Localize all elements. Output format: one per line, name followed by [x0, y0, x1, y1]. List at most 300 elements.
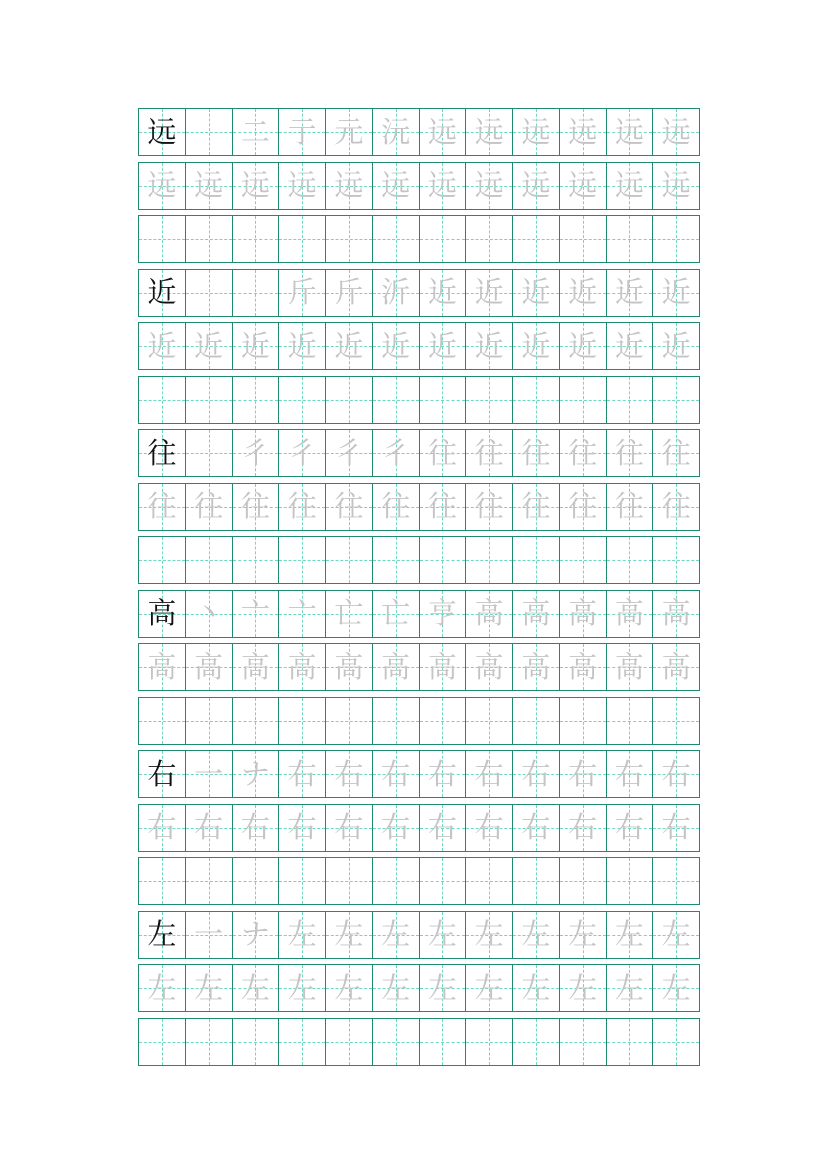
model-character: 高 — [147, 596, 177, 630]
blank-writing-cell[interactable] — [420, 698, 467, 744]
model-cell — [139, 912, 186, 958]
blank-writing-cell[interactable] — [139, 537, 186, 583]
stroke-step-glyph: 彳 — [334, 435, 364, 470]
trace-cell — [560, 484, 607, 530]
trace-cell — [607, 163, 654, 209]
blank-writing-cell[interactable] — [373, 537, 420, 583]
blank-writing-cell[interactable] — [607, 537, 654, 583]
trace-cell — [607, 644, 654, 690]
trace-glyph: 往 — [474, 489, 504, 523]
model-cell — [139, 270, 186, 316]
stroke-step-cell — [607, 912, 654, 958]
trace-cell — [326, 323, 373, 369]
trace-cell — [279, 323, 326, 369]
stroke-step-glyph: 左 — [381, 917, 411, 951]
trace-cell — [466, 805, 513, 851]
stroke-step-glyph: 斤 — [334, 275, 364, 309]
stroke-step-cell — [279, 270, 326, 316]
blank-writing-cell[interactable] — [607, 377, 654, 423]
blank-writing-cell[interactable] — [513, 537, 560, 583]
stroke-step-glyph: 左 — [568, 917, 598, 951]
stroke-step-glyph: 远 — [427, 114, 457, 149]
trace-glyph: 右 — [240, 810, 270, 844]
stroke-step-glyph: 元 — [334, 114, 364, 149]
blank-writing-cell[interactable] — [233, 537, 280, 583]
stroke-step-glyph: 左 — [661, 917, 691, 951]
trace-glyph: 近 — [568, 328, 598, 363]
trace-glyph: 往 — [194, 489, 224, 523]
trace-cell — [326, 163, 373, 209]
trace-glyph: 往 — [427, 489, 457, 523]
stroke-step-glyph: 右 — [427, 756, 457, 791]
stroke-step-cell — [607, 270, 654, 316]
stroke-step-cell — [560, 912, 607, 958]
stroke-step-glyph: 右 — [474, 756, 504, 791]
trace-glyph: 左 — [474, 970, 504, 1005]
stroke-step-glyph: 彳 — [287, 435, 317, 470]
stroke-step-glyph: 亨 — [427, 596, 457, 630]
stroke-step-glyph: 近 — [521, 275, 551, 309]
stroke-step-cell — [560, 109, 607, 155]
trace-glyph: 远 — [287, 168, 317, 202]
trace-cell — [653, 644, 699, 690]
blank-writing-cell[interactable] — [373, 698, 420, 744]
stroke-order-row — [138, 750, 700, 798]
trace-cell — [420, 965, 467, 1011]
trace-glyph: 高 — [474, 649, 504, 684]
blank-writing-cell[interactable] — [466, 1019, 513, 1065]
stroke-step-cell — [373, 109, 420, 155]
stroke-order-row — [138, 911, 700, 959]
trace-row — [138, 804, 700, 852]
trace-glyph: 高 — [240, 649, 270, 684]
trace-cell — [233, 805, 280, 851]
blank-writing-cell[interactable] — [233, 216, 280, 262]
trace-glyph: 左 — [661, 970, 691, 1005]
trace-glyph: 左 — [240, 970, 270, 1005]
trace-cell — [139, 323, 186, 369]
stroke-step-cell — [653, 751, 699, 797]
blank-writing-cell[interactable] — [233, 698, 280, 744]
stroke-step-glyph: 近 — [614, 275, 644, 309]
trace-glyph: 高 — [521, 649, 551, 684]
trace-cell — [420, 644, 467, 690]
trace-cell — [233, 484, 280, 530]
blank-writing-cell[interactable] — [560, 698, 607, 744]
trace-cell — [373, 163, 420, 209]
trace-glyph: 往 — [521, 489, 551, 523]
trace-cell — [279, 484, 326, 530]
stroke-step-cell — [186, 912, 233, 958]
blank-writing-cell[interactable] — [420, 1019, 467, 1065]
trace-cell — [326, 484, 373, 530]
blank-practice-row — [138, 1018, 700, 1066]
blank-writing-cell[interactable] — [513, 216, 560, 262]
model-cell — [139, 751, 186, 797]
stroke-step-cell — [233, 270, 280, 316]
trace-cell — [513, 805, 560, 851]
trace-glyph: 往 — [287, 489, 317, 523]
trace-cell — [373, 805, 420, 851]
trace-cell — [560, 644, 607, 690]
trace-cell — [139, 644, 186, 690]
stroke-step-cell — [607, 751, 654, 797]
blank-writing-cell[interactable] — [607, 698, 654, 744]
trace-cell — [233, 965, 280, 1011]
stroke-step-cell — [233, 751, 280, 797]
stroke-step-glyph: 左 — [427, 917, 457, 951]
trace-row — [138, 162, 700, 210]
stroke-step-cell — [279, 430, 326, 476]
trace-glyph: 近 — [240, 328, 270, 363]
trace-row — [138, 964, 700, 1012]
blank-writing-cell[interactable] — [326, 1019, 373, 1065]
blank-writing-cell[interactable] — [233, 377, 280, 423]
blank-writing-cell[interactable] — [560, 858, 607, 904]
trace-glyph: 左 — [427, 970, 457, 1005]
trace-glyph: 高 — [287, 649, 317, 684]
blank-writing-cell[interactable] — [139, 216, 186, 262]
stroke-step-glyph: 往 — [568, 435, 598, 470]
trace-glyph: 右 — [381, 810, 411, 844]
blank-writing-cell[interactable] — [326, 377, 373, 423]
stroke-step-cell — [186, 109, 233, 155]
stroke-order-row — [138, 429, 700, 477]
blank-writing-cell[interactable] — [513, 698, 560, 744]
blank-writing-cell[interactable] — [186, 1019, 233, 1065]
trace-glyph: 高 — [614, 649, 644, 684]
blank-writing-cell[interactable] — [186, 858, 233, 904]
blank-writing-cell[interactable] — [139, 377, 186, 423]
trace-cell — [279, 965, 326, 1011]
trace-cell — [466, 484, 513, 530]
stroke-step-cell — [607, 430, 654, 476]
blank-writing-cell[interactable] — [279, 377, 326, 423]
stroke-step-cell — [233, 591, 280, 637]
model-character: 往 — [147, 435, 177, 470]
stroke-step-cell — [186, 751, 233, 797]
blank-writing-cell[interactable] — [233, 858, 280, 904]
stroke-step-cell — [233, 912, 280, 958]
blank-writing-cell[interactable] — [420, 377, 467, 423]
stroke-step-glyph: 右 — [334, 756, 364, 791]
trace-glyph: 左 — [334, 970, 364, 1005]
blank-writing-cell[interactable] — [513, 377, 560, 423]
blank-writing-cell[interactable] — [466, 698, 513, 744]
blank-writing-cell[interactable] — [420, 537, 467, 583]
blank-practice-row — [138, 857, 700, 905]
blank-writing-cell[interactable] — [279, 698, 326, 744]
stroke-step-cell — [420, 591, 467, 637]
stroke-step-glyph: 亡 — [334, 596, 364, 630]
trace-cell — [326, 644, 373, 690]
stroke-step-glyph: 近 — [568, 275, 598, 309]
stroke-step-glyph: 亠 — [287, 596, 317, 630]
trace-cell — [607, 805, 654, 851]
trace-cell — [373, 965, 420, 1011]
blank-writing-cell[interactable] — [607, 1019, 654, 1065]
trace-cell — [560, 965, 607, 1011]
model-character: 远 — [147, 114, 177, 149]
blank-writing-cell[interactable] — [466, 216, 513, 262]
stroke-step-cell — [653, 270, 699, 316]
stroke-step-glyph: 亠 — [240, 596, 270, 630]
stroke-step-glyph: ナ — [240, 917, 270, 951]
trace-cell — [186, 163, 233, 209]
trace-glyph: 近 — [334, 328, 364, 363]
trace-glyph: 远 — [521, 168, 551, 202]
stroke-step-cell — [653, 430, 699, 476]
stroke-step-glyph: 近 — [661, 275, 691, 309]
trace-glyph: 高 — [381, 649, 411, 684]
trace-cell — [279, 163, 326, 209]
stroke-step-cell — [279, 751, 326, 797]
model-cell — [139, 109, 186, 155]
blank-writing-cell[interactable] — [326, 858, 373, 904]
trace-glyph: 近 — [287, 328, 317, 363]
trace-cell — [233, 323, 280, 369]
blank-writing-cell[interactable] — [513, 1019, 560, 1065]
blank-writing-cell[interactable] — [607, 216, 654, 262]
blank-writing-cell[interactable] — [653, 216, 699, 262]
stroke-step-glyph: 右 — [287, 756, 317, 791]
trace-cell — [279, 805, 326, 851]
trace-cell — [466, 163, 513, 209]
stroke-step-glyph: 往 — [474, 435, 504, 470]
blank-writing-cell[interactable] — [420, 858, 467, 904]
trace-cell — [326, 965, 373, 1011]
blank-writing-cell[interactable] — [560, 216, 607, 262]
trace-cell — [466, 323, 513, 369]
stroke-step-glyph: 二 — [240, 114, 270, 149]
trace-glyph: 右 — [614, 810, 644, 844]
blank-writing-cell[interactable] — [186, 698, 233, 744]
stroke-step-glyph: 沂 — [381, 275, 411, 309]
stroke-step-glyph: 亍 — [287, 114, 317, 149]
stroke-step-cell — [466, 912, 513, 958]
blank-writing-cell[interactable] — [373, 377, 420, 423]
blank-writing-cell[interactable] — [373, 216, 420, 262]
trace-glyph: 左 — [521, 970, 551, 1005]
blank-writing-cell[interactable] — [186, 537, 233, 583]
stroke-step-cell — [373, 912, 420, 958]
blank-writing-cell[interactable] — [560, 537, 607, 583]
blank-writing-cell[interactable] — [653, 377, 699, 423]
stroke-step-cell — [653, 912, 699, 958]
stroke-step-glyph: ナ — [240, 756, 270, 791]
trace-cell — [560, 805, 607, 851]
stroke-step-cell — [326, 430, 373, 476]
trace-row — [138, 322, 700, 370]
trace-cell — [233, 163, 280, 209]
trace-cell — [653, 484, 699, 530]
trace-cell — [607, 323, 654, 369]
blank-writing-cell[interactable] — [373, 858, 420, 904]
stroke-step-glyph: 沅 — [381, 114, 411, 149]
blank-writing-cell[interactable] — [139, 858, 186, 904]
stroke-step-cell — [186, 430, 233, 476]
trace-cell — [466, 644, 513, 690]
blank-writing-cell[interactable] — [420, 216, 467, 262]
trace-cell — [513, 644, 560, 690]
stroke-step-glyph: 近 — [427, 275, 457, 309]
stroke-step-glyph: 高 — [521, 596, 551, 630]
trace-cell — [653, 323, 699, 369]
stroke-step-cell — [653, 591, 699, 637]
stroke-step-cell — [326, 912, 373, 958]
stroke-step-cell — [279, 591, 326, 637]
trace-cell — [186, 484, 233, 530]
stroke-step-cell — [326, 109, 373, 155]
stroke-step-glyph: 左 — [334, 917, 364, 951]
trace-cell — [653, 965, 699, 1011]
blank-writing-cell[interactable] — [607, 858, 654, 904]
trace-cell — [513, 163, 560, 209]
blank-writing-cell[interactable] — [186, 377, 233, 423]
trace-glyph: 右 — [194, 810, 224, 844]
blank-writing-cell[interactable] — [560, 1019, 607, 1065]
trace-cell — [186, 965, 233, 1011]
trace-cell — [373, 484, 420, 530]
trace-glyph: 近 — [614, 328, 644, 363]
blank-writing-cell[interactable] — [139, 1019, 186, 1065]
trace-glyph: 远 — [381, 168, 411, 202]
blank-writing-cell[interactable] — [653, 698, 699, 744]
trace-glyph: 远 — [661, 168, 691, 202]
stroke-step-cell — [373, 751, 420, 797]
blank-writing-cell[interactable] — [186, 216, 233, 262]
trace-glyph: 近 — [427, 328, 457, 363]
stroke-step-glyph: 一 — [194, 917, 224, 951]
stroke-step-glyph: 丶 — [194, 596, 224, 630]
trace-cell — [420, 163, 467, 209]
trace-row — [138, 643, 700, 691]
blank-writing-cell[interactable] — [279, 537, 326, 583]
stroke-step-cell — [560, 430, 607, 476]
stroke-step-cell — [420, 912, 467, 958]
stroke-step-glyph: 右 — [661, 756, 691, 791]
stroke-step-cell — [560, 591, 607, 637]
trace-glyph: 往 — [661, 489, 691, 523]
trace-glyph: 左 — [381, 970, 411, 1005]
stroke-step-cell — [560, 751, 607, 797]
trace-cell — [653, 163, 699, 209]
stroke-step-cell — [513, 109, 560, 155]
trace-glyph: 往 — [147, 489, 177, 523]
stroke-step-cell — [420, 751, 467, 797]
stroke-step-cell — [373, 591, 420, 637]
trace-row — [138, 483, 700, 531]
trace-cell — [139, 965, 186, 1011]
trace-cell — [420, 805, 467, 851]
blank-writing-cell[interactable] — [653, 537, 699, 583]
stroke-step-glyph: 左 — [521, 917, 551, 951]
stroke-step-cell — [420, 270, 467, 316]
blank-writing-cell[interactable] — [513, 858, 560, 904]
trace-glyph: 远 — [194, 168, 224, 202]
stroke-order-row — [138, 108, 700, 156]
stroke-step-glyph: 斤 — [287, 275, 317, 309]
blank-practice-row — [138, 536, 700, 584]
stroke-step-glyph: 右 — [521, 756, 551, 791]
trace-cell — [420, 323, 467, 369]
stroke-step-glyph: 高 — [614, 596, 644, 630]
stroke-step-cell — [466, 751, 513, 797]
stroke-step-glyph: 高 — [474, 596, 504, 630]
model-character: 左 — [147, 917, 177, 951]
model-cell — [139, 430, 186, 476]
trace-glyph: 远 — [614, 168, 644, 202]
trace-glyph: 右 — [427, 810, 457, 844]
trace-cell — [279, 644, 326, 690]
model-character: 右 — [147, 756, 177, 791]
stroke-step-glyph: 往 — [661, 435, 691, 470]
model-character: 近 — [147, 275, 177, 309]
stroke-step-cell — [233, 430, 280, 476]
stroke-step-glyph: 一 — [194, 756, 224, 791]
stroke-step-cell — [373, 270, 420, 316]
blank-writing-cell[interactable] — [139, 698, 186, 744]
trace-glyph: 远 — [474, 168, 504, 202]
trace-glyph: 远 — [427, 168, 457, 202]
blank-writing-cell[interactable] — [466, 858, 513, 904]
trace-glyph: 右 — [334, 810, 364, 844]
blank-writing-cell[interactable] — [653, 858, 699, 904]
trace-cell — [607, 965, 654, 1011]
stroke-step-cell — [513, 751, 560, 797]
trace-glyph: 右 — [474, 810, 504, 844]
trace-glyph: 高 — [334, 649, 364, 684]
stroke-step-cell — [513, 430, 560, 476]
blank-writing-cell[interactable] — [466, 377, 513, 423]
trace-glyph: 往 — [568, 489, 598, 523]
trace-glyph: 远 — [334, 168, 364, 202]
blank-writing-cell[interactable] — [326, 537, 373, 583]
trace-cell — [326, 805, 373, 851]
stroke-step-cell — [466, 591, 513, 637]
stroke-step-cell — [186, 591, 233, 637]
blank-writing-cell[interactable] — [560, 377, 607, 423]
trace-cell — [139, 163, 186, 209]
trace-cell — [466, 965, 513, 1011]
stroke-step-glyph: 高 — [568, 596, 598, 630]
stroke-step-glyph: 远 — [661, 114, 691, 149]
trace-glyph: 左 — [614, 970, 644, 1005]
blank-writing-cell[interactable] — [653, 1019, 699, 1065]
trace-cell — [233, 644, 280, 690]
stroke-step-glyph: 亡 — [381, 596, 411, 630]
blank-writing-cell[interactable] — [279, 216, 326, 262]
stroke-step-glyph: 左 — [614, 917, 644, 951]
stroke-step-glyph: 彳 — [381, 435, 411, 470]
trace-glyph: 高 — [661, 649, 691, 684]
blank-writing-cell[interactable] — [326, 216, 373, 262]
trace-cell — [186, 323, 233, 369]
blank-writing-cell[interactable] — [279, 1019, 326, 1065]
blank-writing-cell[interactable] — [279, 858, 326, 904]
blank-writing-cell[interactable] — [233, 1019, 280, 1065]
stroke-step-glyph: 往 — [614, 435, 644, 470]
stroke-step-glyph: 高 — [661, 596, 691, 630]
trace-glyph: 高 — [194, 649, 224, 684]
stroke-step-cell — [326, 591, 373, 637]
trace-glyph: 近 — [661, 328, 691, 363]
stroke-step-cell — [326, 270, 373, 316]
blank-writing-cell[interactable] — [466, 537, 513, 583]
trace-glyph: 近 — [381, 328, 411, 363]
blank-writing-cell[interactable] — [326, 698, 373, 744]
blank-writing-cell[interactable] — [373, 1019, 420, 1065]
